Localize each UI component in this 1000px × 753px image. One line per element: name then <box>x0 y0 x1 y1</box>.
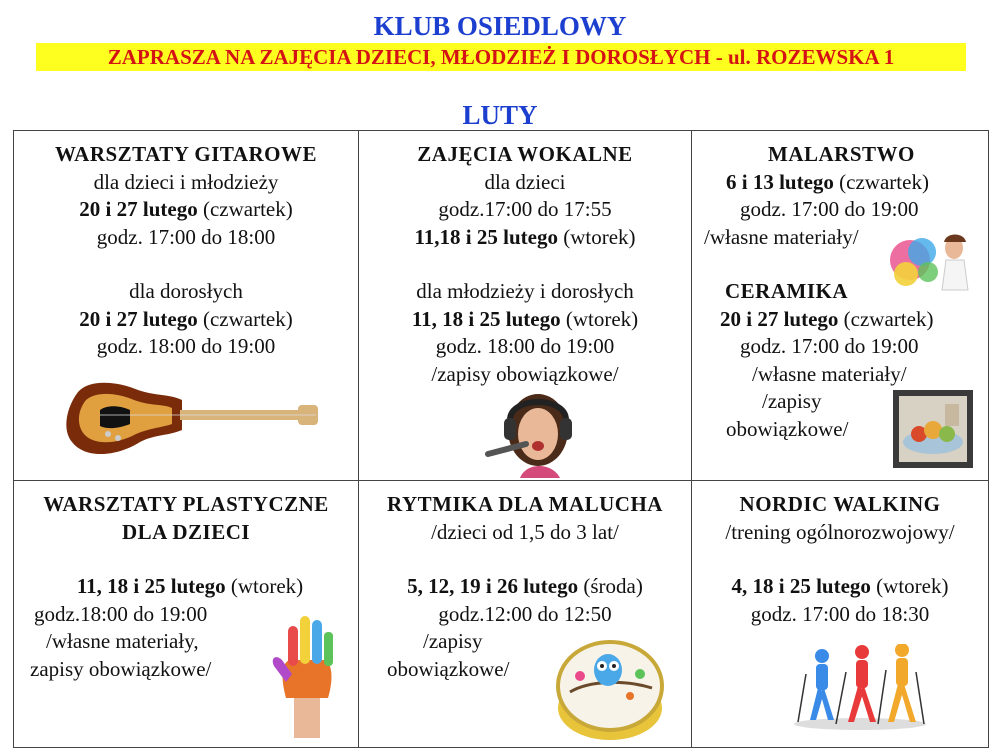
arts-hours: godz.18:00 do 19:00 <box>34 601 208 626</box>
guitar-dates-adults <box>14 306 358 334</box>
dates-bold: 6 i 13 lutego <box>726 169 834 194</box>
vocal-registration: /zapisy obowiązkowe/ <box>431 361 619 386</box>
nordic-walkers-image <box>790 644 930 732</box>
weekday: (czwartek) <box>838 306 934 331</box>
invitation-banner: ZAPRASZA NA ZAJĘCIA DZIECI, MŁODZIEŻ I DOROSŁYCH - ul. ROZEWSKA 1 <box>36 43 966 71</box>
painting-hours: godz. 17:00 do 19:00 <box>740 197 919 221</box>
nordic-heading: NORDIC WALKING <box>739 492 941 516</box>
rhythm-registration-1: /zapisy <box>423 629 483 653</box>
weekday: (wtorek) <box>225 574 304 598</box>
singing-girl-image <box>480 392 592 478</box>
vocal-dates-kids <box>359 224 691 252</box>
nordic-description: /trening ogólnorozwojowy/ <box>725 519 955 544</box>
rhythm-dates <box>359 573 691 601</box>
vocal-dates-adults <box>359 306 691 334</box>
dates-bold: 4, 18 i 25 lutego <box>731 574 871 598</box>
dates-bold: 11, 18 i 25 lutego <box>76 574 226 598</box>
dates-bold: 5, 12, 19 i 26 lutego <box>407 574 579 598</box>
arts-heading-2: DLA DZIECI <box>121 519 251 544</box>
guitar-audience-adults: dla dorosłych <box>129 279 243 303</box>
electric-guitar-image <box>60 372 320 464</box>
painted-hand-image <box>266 612 348 738</box>
arts-registration: zapisy obowiązkowe/ <box>30 656 212 681</box>
rhythm-hours: godz.12:00 do 12:50 <box>438 601 612 626</box>
weekday: (czwartek) <box>197 306 293 331</box>
dates-bold: 11, 18 i 25 lutego <box>411 306 561 331</box>
vocal-audience-adults: dla młodzieży i dorosłych <box>416 279 634 303</box>
guitar-audience-kids: dla dzieci i młodzieży <box>93 169 279 194</box>
painting-girl-image <box>888 230 976 292</box>
weekday: (czwartek) <box>197 197 293 221</box>
vocal-heading: ZAJĘCIA WOKALNE <box>417 142 633 166</box>
ceramics-dates <box>692 306 988 334</box>
tambourine-owl-image <box>556 636 664 742</box>
weekday: (wtorek) <box>560 306 639 331</box>
weekday: (środa) <box>578 574 643 598</box>
arts-heading-1: WARSZTATY PLASTYCZNE <box>43 492 329 516</box>
painting-dates <box>692 169 988 197</box>
arts-materials: /własne materiały, <box>46 629 199 653</box>
ceramics-hours: godz. 17:00 do 19:00 <box>740 334 919 358</box>
painting-heading: MALARSTWO <box>768 142 915 166</box>
cell-vocal-classes <box>359 141 691 388</box>
guitar-hours-kids: godz. 17:00 do 18:00 <box>96 224 276 249</box>
guitar-heading: WARSZTATY GITAROWE <box>54 142 317 166</box>
ceramics-registration-1: /zapisy <box>762 389 822 413</box>
cell-nordic-walking <box>692 491 988 628</box>
dates-bold: 20 i 27 lutego <box>720 306 839 331</box>
rhythm-age: /dzieci od 1,5 do 3 lat/ <box>431 519 619 544</box>
arts-dates <box>14 573 358 601</box>
dates-bold: 20 i 27 lutego <box>79 306 198 331</box>
ceramics-materials: /własne materiały/ <box>752 361 907 386</box>
weekday: (czwartek) <box>833 169 929 194</box>
dates-bold: 11,18 i 25 lutego <box>414 224 558 249</box>
rhythm-registration-2: obowiązkowe/ <box>387 656 510 681</box>
guitar-dates-kids <box>14 196 358 224</box>
guitar-hours-adults: godz. 18:00 do 19:00 <box>96 334 276 358</box>
nordic-hours: godz. 17:00 do 18:30 <box>750 601 930 626</box>
row-divider <box>14 480 988 481</box>
vocal-hours-adults: godz. 18:00 do 19:00 <box>435 334 615 358</box>
cell-guitar-workshop <box>14 141 358 361</box>
club-title: KLUB OSIEDLOWY <box>373 11 627 41</box>
weekday: (wtorek) <box>870 574 949 598</box>
ceramic-painting-image <box>893 390 973 468</box>
dates-bold: 20 i 27 lutego <box>79 197 198 221</box>
weekday: (wtorek) <box>557 224 636 249</box>
painting-materials: /własne materiały/ <box>704 224 859 249</box>
ceramics-registration-2: obowiązkowe/ <box>726 416 849 441</box>
nordic-dates <box>692 573 988 601</box>
ceramics-heading: CERAMIKA <box>725 279 848 303</box>
vocal-audience-kids: dla dzieci <box>484 169 566 194</box>
month-title: LUTY <box>462 100 538 130</box>
vocal-hours-kids: godz.17:00 do 17:55 <box>438 197 612 221</box>
rhythm-heading: RYTMIKA DLA MALUCHA <box>387 492 663 516</box>
